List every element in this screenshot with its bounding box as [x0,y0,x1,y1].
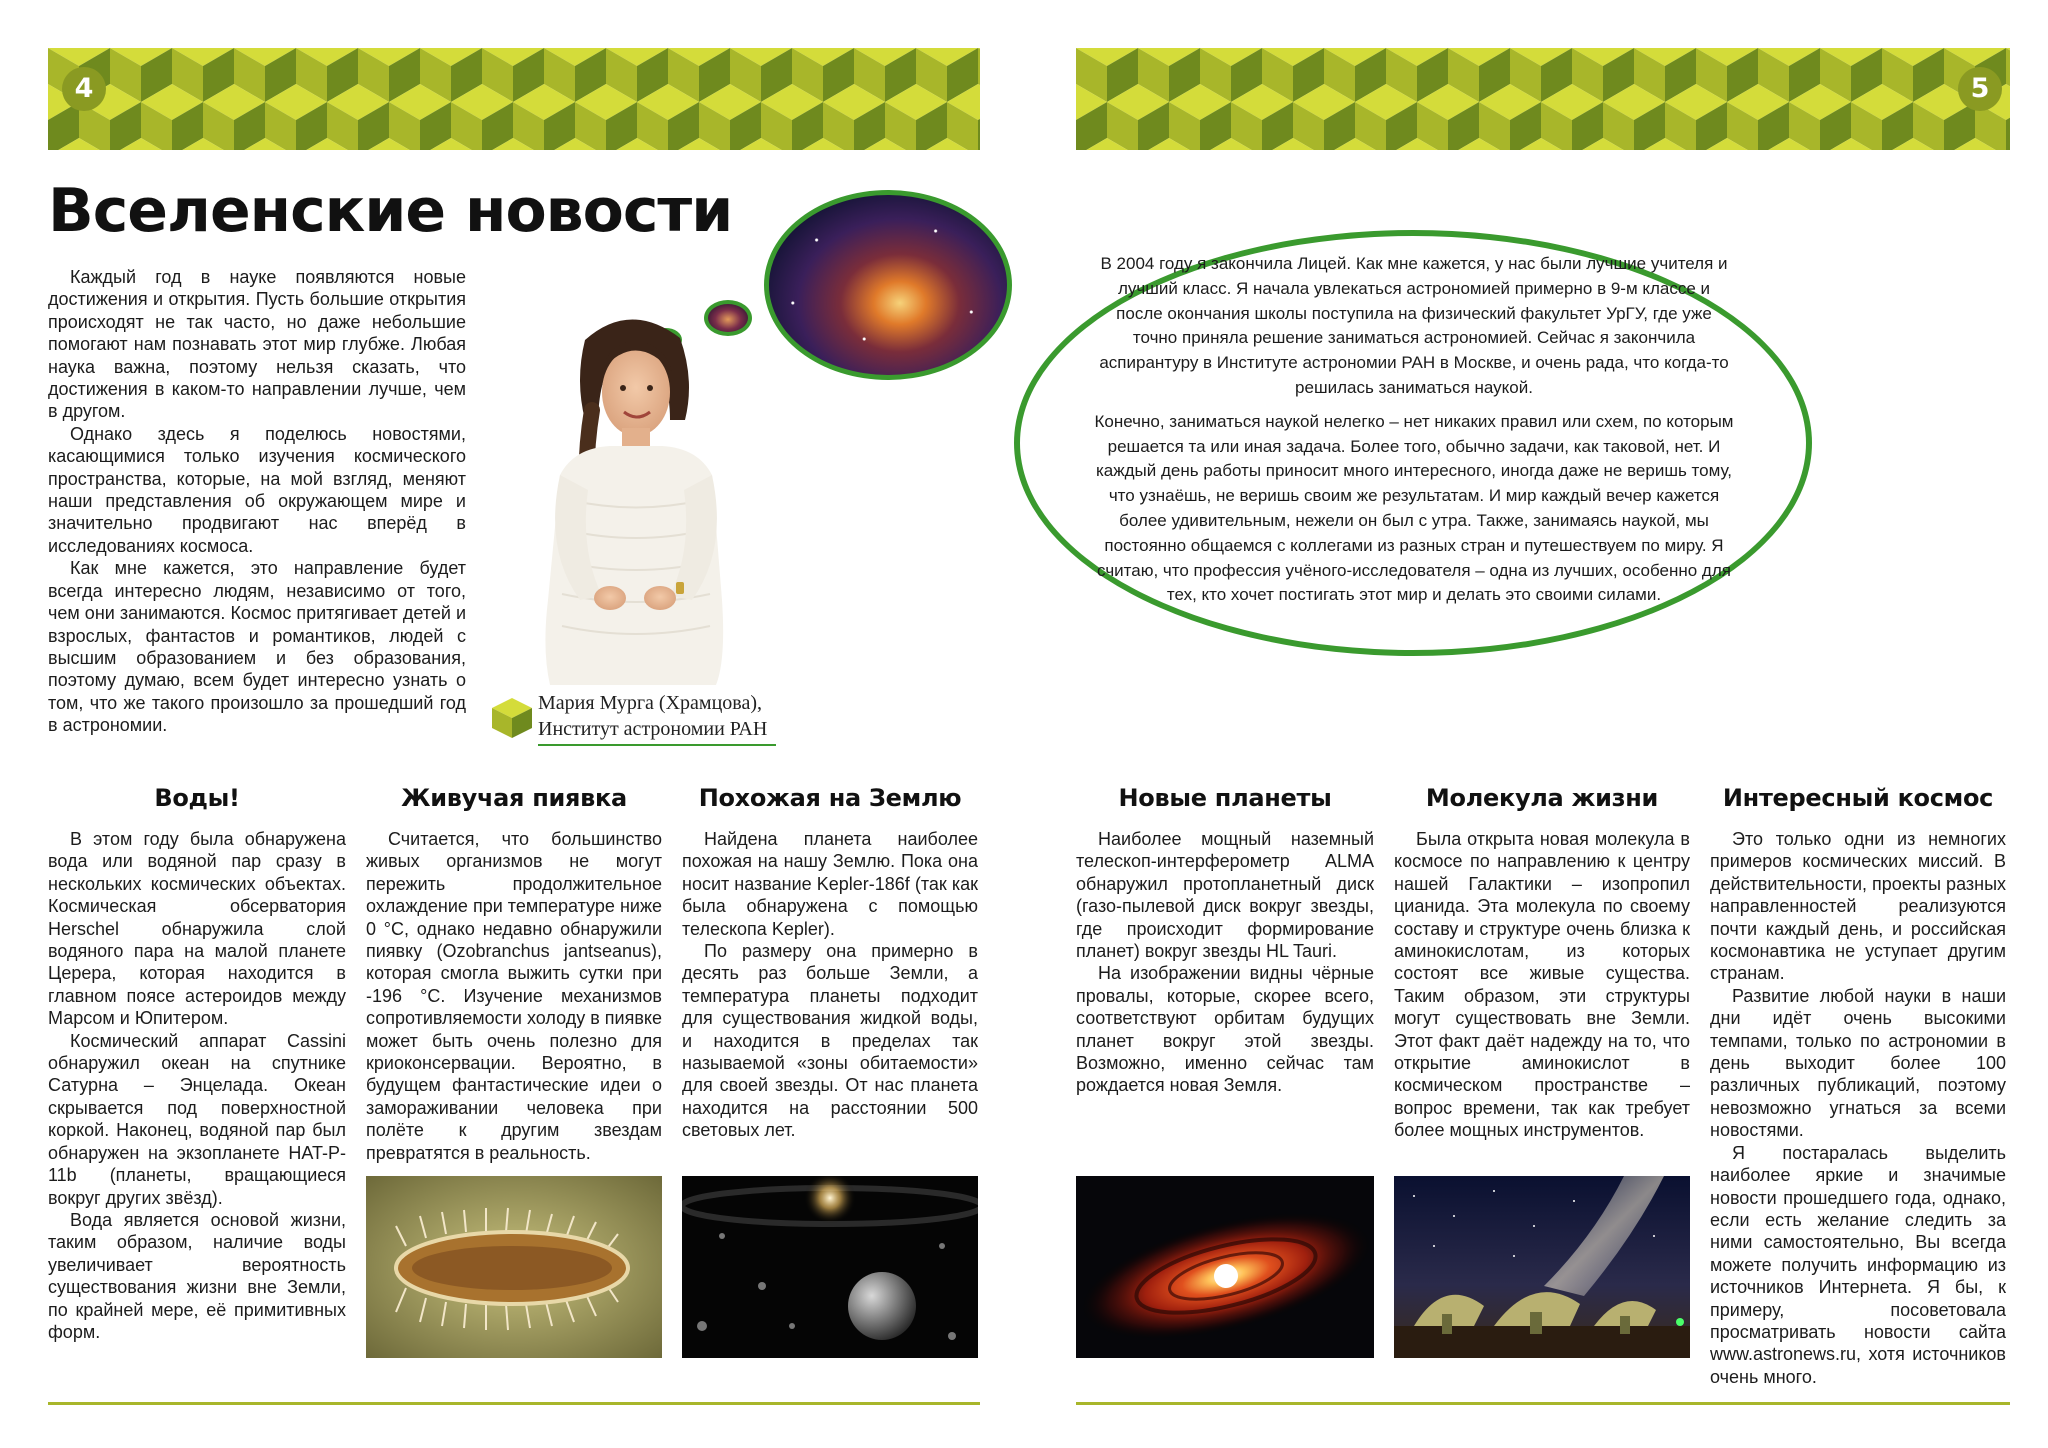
quote-paragraph: В 2004 году я закончила Лицей. Как мне кажется, у нас были лучшие учителя и лучший класс. Я начала увлекаться астрономией примерно в 9-м классе и после окончания школы поступила на физический факультет УрГУ, где уже точно приняла решение заниматься астрономией. Сейчас я закончила аспирантуру в Институте астрономии РАН в Москве, и очень рада, что когда-то решилась заниматься наукой. [1099,254,1729,397]
article-paragraph: На изображении видны чёрные провалы, которые, скорее всего, соответствуют орбитам будущих планет вокруг этой звезды. Возможно, именно сейчас там рождается новая Земля. [1076,963,1374,1096]
right-page [1024,0,2048,1448]
article-leech [366,780,662,1164]
caption-underline [538,744,776,746]
author-photo [490,300,780,685]
article-paragraph: Найдена планета наиболее похожая на нашу Землю. Пока она носит название Kepler-186f (так как была обнаружена с помощью телескопа Kepler). [682,829,978,939]
page-number: 5 [1958,67,2002,111]
article-paragraph: Считается, что большинство живых организмов не могут пережить продолжительное охлаждение при температуре ниже 0 °C, однако недавно обнаружили пиявку (Ozobranchus jantseanus), которая смогла выжить сутки при -196 °C. Изучение механизмов сопротивляемости холоду в пиявке может быть очень полезно для криоконсервации. Вероятно, в будущем фантастические идеи о замораживании человека при полёте к другим звездам превратятся в реальность. [366,829,662,1163]
article-paragraph: В этом году была обнаружена вода или водяной пар сразу в нескольких космических объектах. Космическая обсерватория Herschel обнаружила слой водяного пара на малой планете Церера, которая находится в главном поясе астероидов между Марсом и Юпитером. [48,829,346,1029]
page-title: Вселенские новости [48,176,733,246]
thought-bubble-nebula-image [764,190,1012,380]
cube-icon [490,696,534,740]
article-heading: Интересный космос [1722,784,1994,812]
article-heading: Воды! [154,784,240,812]
leech-photo [366,1176,662,1358]
cube-pattern-banner [48,48,980,150]
article-heading: Новые планеты [1118,784,1332,812]
protoplanetary-disk-image [1076,1176,1374,1358]
author-name: Мария Мурга (Храмцова), [538,692,762,714]
intro-paragraph: Как мне кажется, это направление будет всегда интересно людям, независимо от того, чем они занимаются. Космос притягивает детей и взрослых, фантастов и романтиков, людей с высшим образованием и без образования, поэтому думаю, всем будет интересно узнать о том, что же такого произошло за прошедший год в астрономии. [48,558,466,736]
intro-paragraph: Однако здесь я поделюсь новостями, касающимися только изучения космического пространства, которые, на мой взгляд, меняют наши представления об окружающем мире и значительно продвигают нас вперёд в исследованиях космоса. [48,423,466,556]
article-paragraph: Развитие любой науки в наши дни идёт очень высокими темпами, только по астрономии в день выходит более 100 различных публикаций, поэтому невозможно угнаться за всеми новостями. [1710,985,2006,1141]
article-water [48,780,346,1343]
article-new-planets [1076,780,1374,1097]
article-heading: Молекула жизни [1425,784,1659,812]
intro-paragraph: Каждый год в науке появляются новые достижения и открытия. Пусть большие открытия происходят не так часто, но даже небольшие помогают нам познавать этот мир глубже. Любая наука важна, поэтому нельзя сказать, что достижения в каком-то направлении лучше, чем в другом. [48,267,466,422]
article-paragraph: Это только одни из немногих примеров космических миссий. В действительности, проекты разных направленностей реализуются почти каждый день, и российская космонавтика не уступает другим странам. [1710,829,2007,984]
article-paragraph: Я постаралась выделить наиболее яркие и значимые новости прошедшего года, однако, если есть желание следить за ними самостоятельно, Вы всегда можете получить информацию из источников Интернета. Я бы, к примеру, посоветовала просматривать новости сайта www.astronews.ru, хотя источников очень много. [1710,1142,2006,1387]
quote-paragraph: Конечно, заниматься наукой нелегко – нет никаких правил или схем, по которым решается та или иная задача. Более того, обычно задачи, как таковой, нет. И каждый день работы приносит много интересного, иногда даже не веришь тому, что узнаёшь, не веришь своим же результатам. И мир каждый вечер кажется более удивительным, нежели он был с утра. Также, занимаясь наукой, мы постоянно общаемся с коллегами из разных стран и путешествуем по миру. Я считаю, что профессия учёного-исследователя – одна из лучших, особенно для тех, кто хочет постигать этот мир и делать это своими силами. [1094,411,1734,605]
kepler-planet-image [682,1176,978,1358]
article-paragraph: Космический аппарат Cassini обнаружил океан на спутнике Сатурна – Энцелада. Океан скрывается под поверхностной коркой. Наконец, водяной пар был обнаружен на экзопланете HAT-P-11b (планеты, вращающиеся вокруг других звёзд). [48,1030,346,1208]
article-earth-like [682,780,978,1142]
footer-rule [1076,1402,2010,1405]
article-paragraph: Вода является основой жизни, таким образом, наличие воды увеличивает вероятность существования жизни вне Земли, по крайней мере, её примитивных форм. [48,1209,346,1342]
article-life-molecule [1394,780,1690,1142]
page-number: 4 [62,67,106,111]
intro-text [48,266,466,737]
author-institute: Институт астрономии РАН [538,718,768,740]
article-paragraph: Была открыта новая молекула в космосе по направлению к центру нашей Галактики – изопропил цианида. Эта молекула по своему составу и структуре очень близка к аминокислотам, из которых состоят все живые существа. Таким образом, эти структуры могут существовать вне Земли. Этот факт даёт надежду на то, что открытие аминокислот в космическом пространстве – вопрос времени, так как требует более мощных инструментов. [1394,829,1690,1141]
article-paragraph: Наиболее мощный наземный телескоп-интерферометр ALMA обнаружил протопланетный диск (газо-пылевой диск вокруг звезды, где происходит формирование планет) вокруг звезды HL Tauri. [1076,829,1374,962]
cube-pattern-banner [1076,48,2010,150]
author-quote [1094,252,1734,608]
article-paragraph: По размеру она примерно в десять раз больше Земли, а температура планеты подходит для существования жидкой воды, и находится в пределах так называемой «зоны обитаемости» для своей звезды. От нас планета находится на расстоянии 500 световых лет. [682,941,978,1141]
article-interesting-space [1710,780,2006,1388]
article-heading: Похожая на Землю [698,784,962,812]
footer-rule [48,1402,980,1405]
alma-telescope-image [1394,1176,1690,1358]
article-heading: Живучая пиявка [401,784,627,812]
